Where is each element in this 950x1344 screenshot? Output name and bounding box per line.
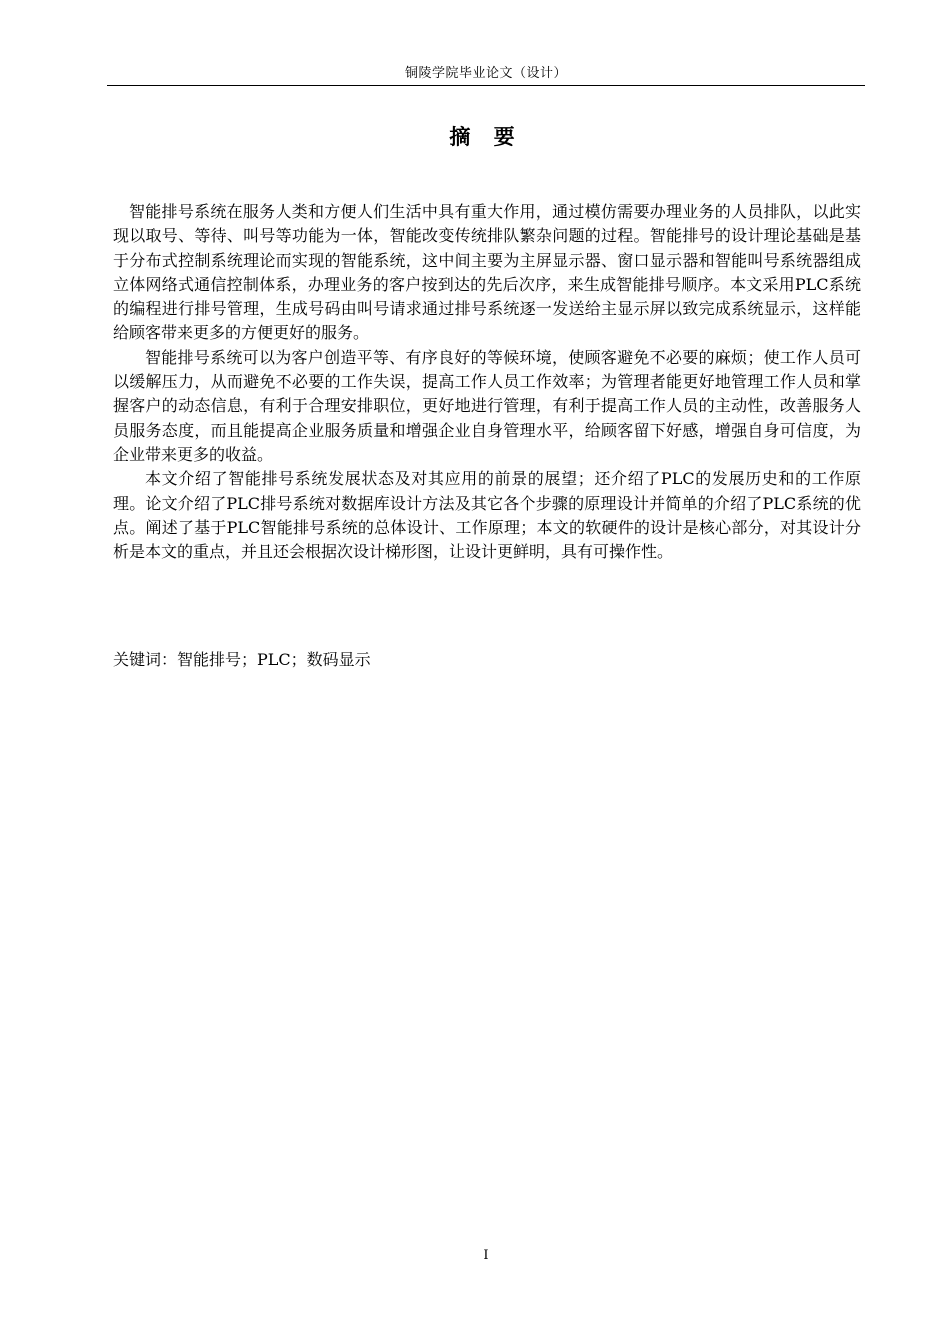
page-number: I — [483, 1248, 489, 1263]
abstract-body — [113, 200, 861, 564]
page-title: 摘 要 — [449, 124, 523, 149]
abstract-paragraph-2: 智能排号系统可以为客户创造平等、有序良好的等候环境，使顾客避免不必要的麻烦；使工作人员可以缓解压力，从而避免不必要的工作失误，提高工作人员工作效率；为管理者能更好地管理工作人员和掌握客户的动态信息，有利于合理安排职位，更好地进行管理，有利于提高工作人员的主动性，改善服务人员服务态度，而且能提高企业服务质量和增强企业自身管理水平，给顾客留下好感，增强自身可信度，为企业带来更多的收益。 — [113, 347, 861, 464]
abstract-paragraph-1: 智能排号系统在服务人类和方便人们生活中具有重大作用，通过模仿需要办理业务的人员排队，以此实现以取号、等待、叫号等功能为一体，智能改变传统排队繁杂问题的过程。智能排号的设计理论基础是基于分布式控制系统理论而实现的智能系统，这中间主要为主屏显示器、窗口显示器和智能叫号系统器组成立体网络式通信控制体系，办理业务的客户按到达的先后次序，来生成智能排号顺序。本文采用PLC系统的编程进行排号管理，生成号码由叫号请求通过排号系统逐一发送给主显示屏以致完成系统显示，这样能给顾客带来更多的方便更好的服务。 — [113, 202, 861, 343]
abstract-paragraph-3: 本文介绍了智能排号系统发展状态及对其应用的前景的展望；还介绍了PLC的发展历史和的工作原理。论文介绍了PLC排号系统对数据库设计方法及其它各个步骤的原理设计并简单的介绍了PLC系统的优点。阐述了基于PLC智能排号系统的总体设计、工作原理；本文的软硬件的设计是核心部分，对其设计分析是本文的重点，并且还会根据次设计梯形图，让设计更鲜明，具有可操作性。 — [113, 469, 861, 562]
page-header — [107, 64, 865, 86]
header-text: 铜陵学院毕业论文（设计） — [404, 66, 567, 81]
keywords-line: 关键词：智能排号；PLC；数码显示 — [113, 650, 371, 669]
